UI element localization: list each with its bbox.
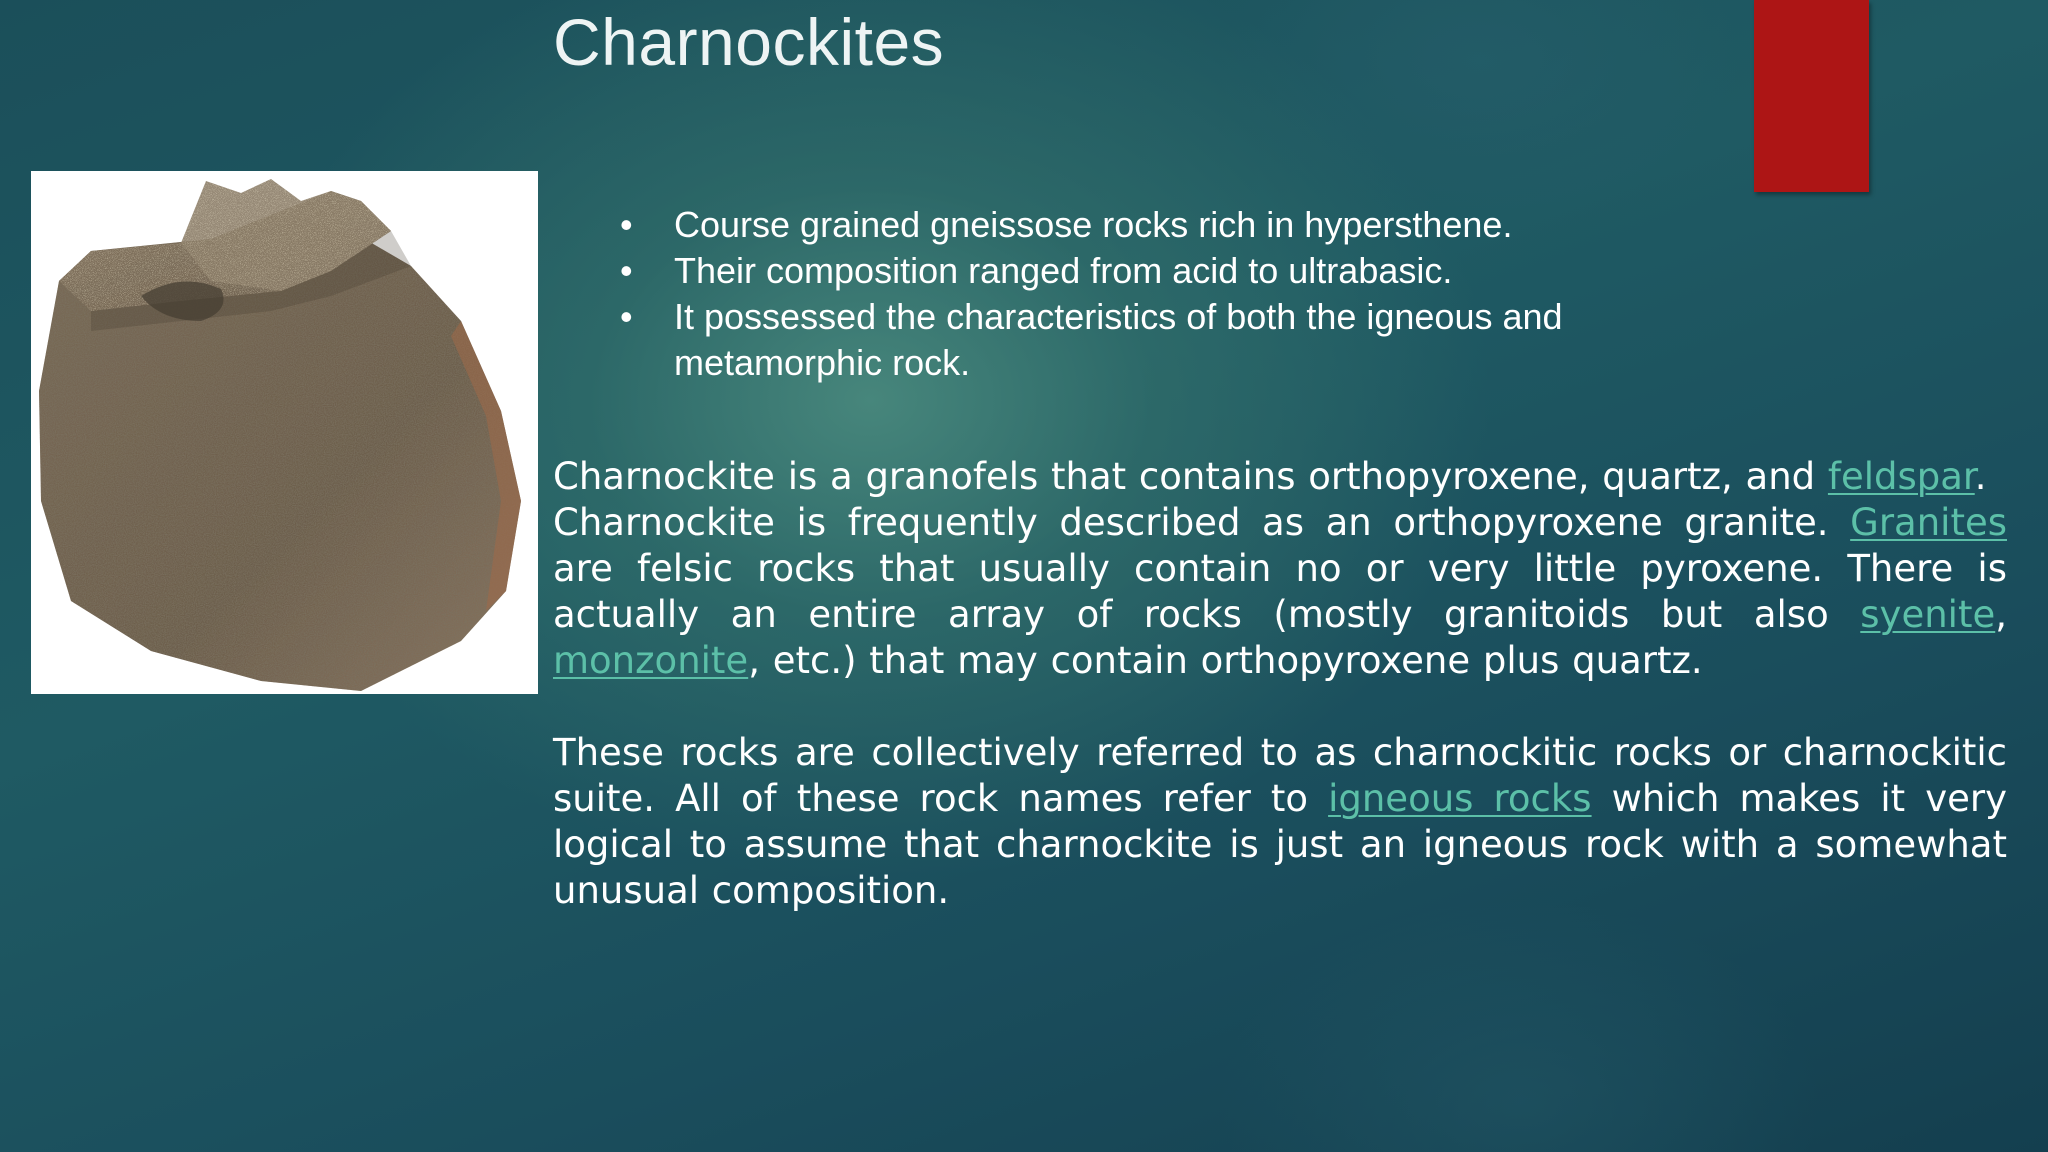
red-accent-bar (1754, 0, 1869, 192)
paragraph-text: These rocks are collectively referred to as charnockitic rocks or charnockitic suite. All of these rock names refer to (553, 731, 2007, 820)
feldspar-link[interactable]: feldspar (1827, 455, 1975, 498)
bullet-item: • It possessed the characteristics of both the igneous and metamorphic rock. (620, 294, 1620, 386)
syenite-link[interactable]: syenite (1860, 593, 1996, 636)
paragraph-definition (553, 454, 2007, 500)
paragraph-text: , etc.) that may contain orthopyroxene plus quartz. (748, 639, 1703, 682)
monzonite-link[interactable]: monzonite (553, 639, 749, 682)
paragraph-text: Charnockite is a granofels that contains orthopyroxene, quartz, and (553, 455, 1828, 498)
body-text (553, 454, 2007, 914)
paragraph-text: , (1995, 593, 2007, 636)
paragraph-description (553, 500, 2007, 684)
paragraph-text: Charnockite is frequently described as an orthopyroxene granite. (553, 501, 1851, 544)
granites-link[interactable]: Granites (1850, 501, 2007, 544)
igneous-rocks-link[interactable]: igneous rocks (1328, 777, 1592, 820)
slide-title: Charnockites (553, 5, 945, 79)
bullet-item: • Their composition ranged from acid to ultrabasic. (620, 248, 1620, 294)
paragraph-suite (553, 730, 2007, 914)
paragraph-text: are felsic rocks that usually contain no or very little pyroxene. There is actually an entire array of rocks (mostly granitoids but also (553, 547, 2007, 636)
rock-specimen-photo (31, 171, 538, 694)
paragraph-text: . (1974, 455, 1987, 498)
bullet-list (620, 202, 1620, 386)
bullet-item: • Course grained gneissose rocks rich in hypersthene. (620, 202, 1620, 248)
paragraph-text: which makes it very logical to assume that charnockite is just an igneous rock with a somewhat unusual composition. (553, 777, 2007, 912)
